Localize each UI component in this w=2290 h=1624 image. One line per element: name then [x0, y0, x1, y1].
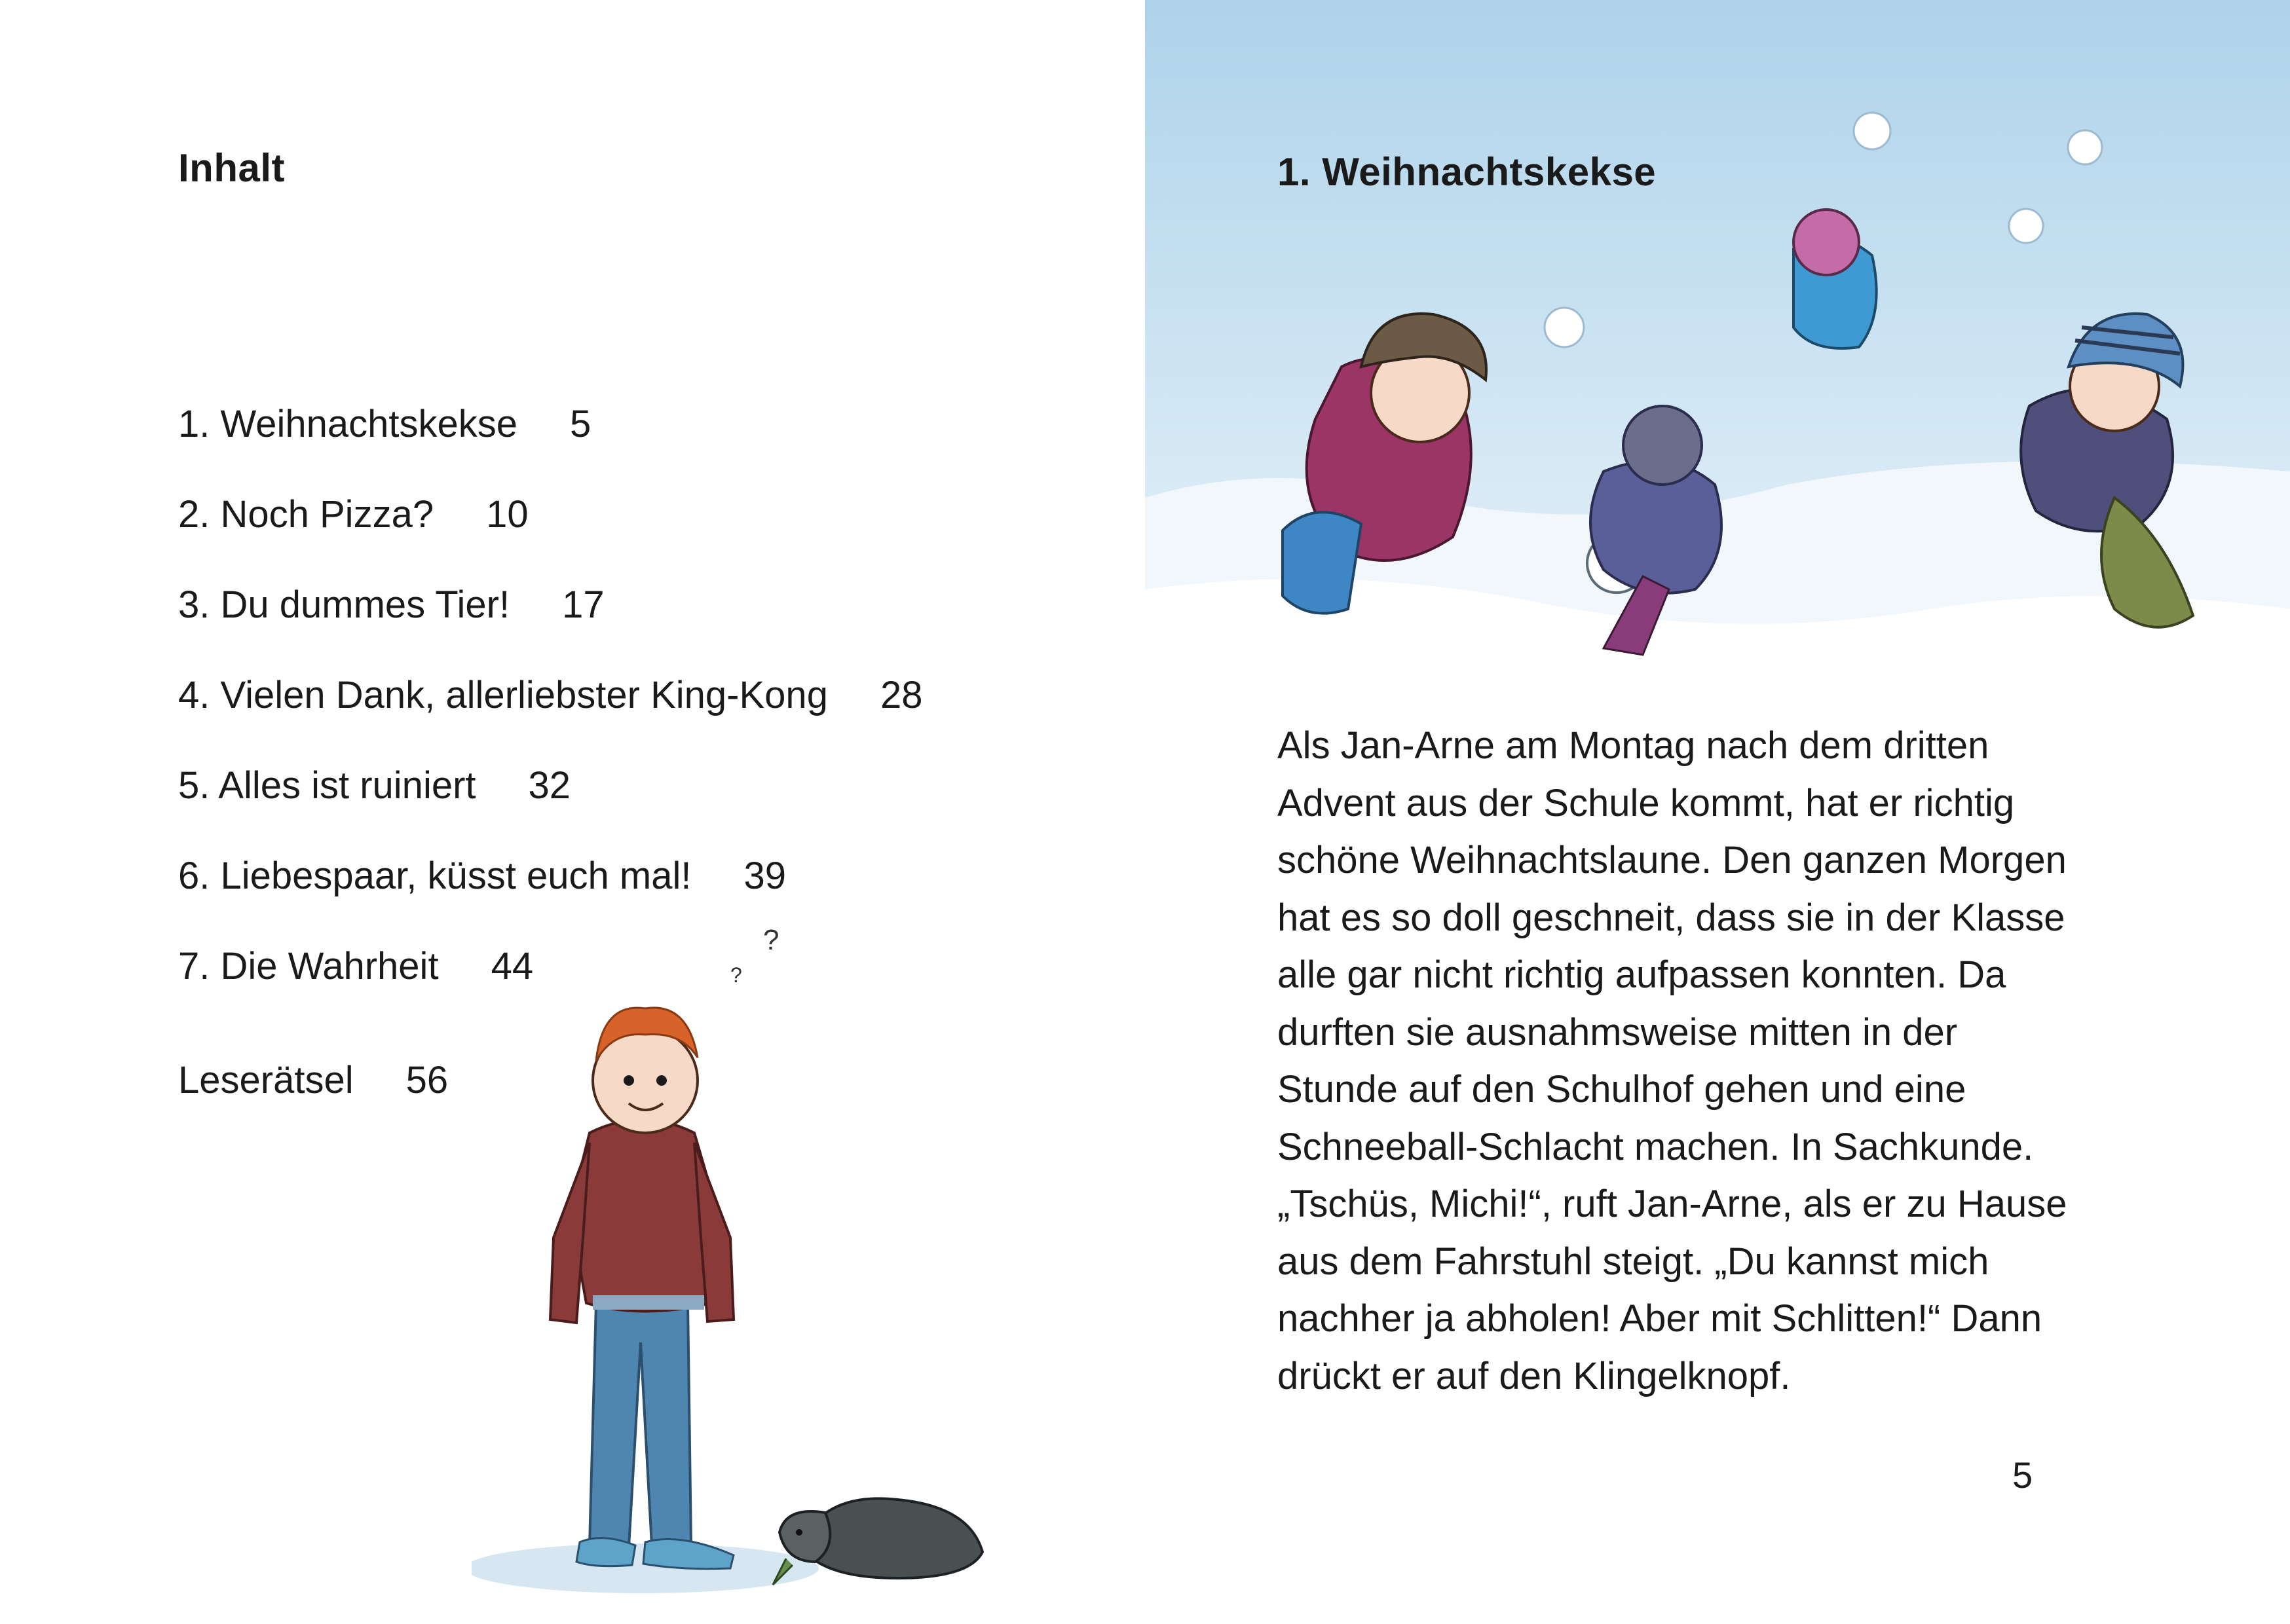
toc-entry[interactable] [178, 378, 922, 469]
text-line: hat es so doll geschneit, dass sie in der Klasse [1277, 896, 2065, 939]
text-line: „Tschüs, Michi!“, ruft Jan-Arne, als er zu Hause [1277, 1183, 2067, 1225]
toc-entry[interactable] [178, 740, 922, 830]
snowball-fight-illustration [1145, 0, 2290, 720]
text-line: schöne Weihnachtslaune. Den ganzen Morgen [1277, 839, 2067, 881]
toc-entry-label: 5. Alles ist ruiniert [178, 764, 476, 807]
toc-title: Inhalt [178, 146, 285, 190]
toc-entry-label: 2. Noch Pizza? [178, 492, 434, 536]
toc-entry-page: 5 [569, 402, 591, 445]
toc-entry[interactable] [178, 469, 922, 559]
text-line: drückt er auf den Klingelknopf. [1277, 1354, 1791, 1397]
text-line: nachher ja abholen! Aber mit Schlitten!“ Dann [1277, 1297, 2042, 1340]
toc-entry-label: 7. Die Wahrheit [178, 944, 439, 987]
text-line: alle gar nicht richtig aufpassen konnten. Da [1277, 953, 2006, 996]
toc-entry-label: 1. Weihnachtskekse [178, 402, 517, 445]
svg-text:?: ? [730, 963, 742, 987]
toc-entry-label: 3. Du dummes Tier! [178, 583, 510, 626]
chapter-body-text [1277, 717, 2194, 1405]
text-line: Schneeball-Schlacht machen. In Sachkunde. [1277, 1125, 2034, 1168]
toc-entry-label: 6. Liebespaar, küsst euch mal! [178, 854, 692, 897]
toc-entry-page: 56 [405, 1058, 449, 1101]
toc-entry-label: 4. Vielen Dank, allerliebster King-Kong [178, 673, 828, 716]
text-line: Stunde auf den Schulhof gehen und eine [1277, 1068, 1966, 1111]
text-line: aus dem Fahrstuhl steigt. „Du kannst mich [1277, 1240, 1989, 1283]
chapter-title: 1. Weihnachtskekse [1277, 150, 1657, 194]
right-page [1145, 0, 2290, 1624]
thought-question-marks: ? [763, 924, 779, 956]
text-line: durften sie ausnahmsweise mitten in der [1277, 1010, 1958, 1054]
page-number: 5 [2012, 1454, 2033, 1496]
toc-entry-label: Leserätsel [178, 1058, 354, 1101]
text-line: Als Jan-Arne am Montag nach dem dritten [1277, 724, 1989, 767]
toc-entry-page: 17 [562, 583, 605, 626]
text-line: Advent aus der Schule kommt, hat er richtig [1277, 781, 2015, 824]
toc-entry[interactable] [178, 650, 922, 740]
toc-entry-page: 44 [491, 944, 534, 987]
toc-entry-page: 32 [528, 764, 571, 807]
boy-and-dog-illustration [472, 884, 1035, 1611]
toc-entry-page: 28 [880, 673, 923, 716]
toc-entry-page: 10 [486, 492, 529, 536]
toc-entry-page: 39 [743, 854, 786, 897]
toc-entry[interactable] [178, 559, 922, 650]
